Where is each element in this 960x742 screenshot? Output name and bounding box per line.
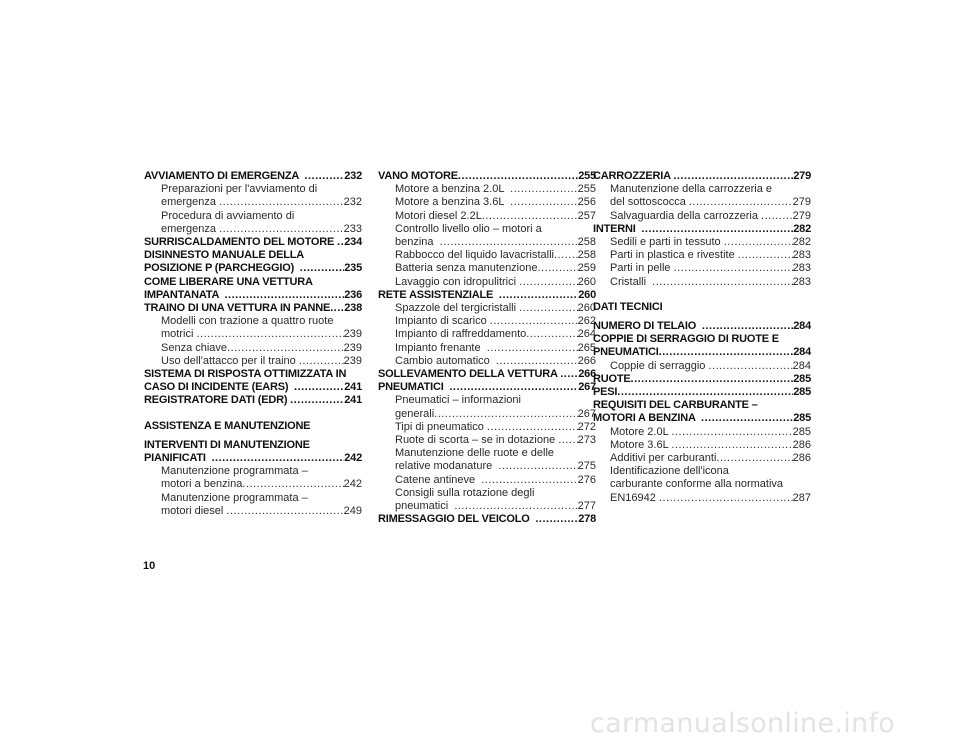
entry-title-line: relative modanature [395, 460, 499, 473]
entry-title-line: carburante conforme alla normativa [610, 478, 784, 491]
entry-title-line: motori diesel [161, 504, 227, 517]
dot-leader [458, 170, 578, 183]
page-ref: 242 [344, 452, 362, 465]
toc-subentry[interactable] [378, 249, 596, 262]
toc-heading-entry[interactable] [144, 236, 362, 249]
page-ref: 279 [792, 209, 811, 222]
toc-heading-entry[interactable] [144, 276, 362, 302]
entry-title-line: PNEUMATICI [593, 346, 659, 359]
dot-leader [554, 249, 578, 262]
dot-leader [659, 346, 794, 359]
dot-leader [440, 236, 578, 249]
page-number: 10 [143, 560, 156, 572]
entry-title-line: del sottoscocca [610, 196, 689, 209]
entry-title-line: Modelli con trazione a quattro ruote [161, 315, 334, 328]
toc-heading-entry[interactable] [144, 302, 362, 315]
dot-leader [701, 412, 793, 425]
toc-subentry[interactable] [378, 210, 596, 223]
entry-title-line: PNEUMATICI [378, 381, 450, 394]
entry-title-line: Uso dell'attacco per il traino [161, 354, 299, 367]
entry-title-line: motori a benzina [161, 478, 243, 491]
toc-subentry[interactable] [593, 249, 811, 262]
dot-leader [499, 289, 578, 302]
toc-heading-entry[interactable] [593, 223, 811, 236]
page-ref: 241 [344, 381, 362, 394]
entry-title-line: Identificazione dell'icona [610, 465, 729, 478]
page-ref: 266 [577, 354, 596, 367]
entry-title-line: SURRISCALDAMENTO DEL MOTORE [144, 236, 338, 249]
page-ref: 255 [578, 170, 596, 182]
page-ref: 265 [577, 341, 596, 354]
toc-subentry[interactable] [378, 447, 596, 473]
page-ref: 286 [792, 438, 811, 451]
entry-title-line: Procedura di avviamento di [161, 209, 295, 222]
entry-title-line: CARROZZERIA [593, 170, 674, 182]
dot-leader [535, 513, 578, 526]
toc-subentry[interactable] [593, 276, 811, 289]
page-ref: 282 [793, 222, 811, 235]
toc-subentry[interactable] [144, 355, 362, 368]
page-ref: 284 [793, 320, 811, 333]
entry-title-line: benzina [395, 236, 440, 249]
toc-subentry[interactable] [593, 210, 811, 223]
entry-title-line: Cambio automatico [395, 354, 496, 367]
dot-leader [671, 426, 792, 439]
dot-leader [724, 236, 793, 249]
dot-leader [434, 408, 578, 421]
toc-subentry[interactable] [144, 315, 362, 341]
section-heading: DATI TECNICI [593, 300, 663, 313]
entry-title-line: Motore a benzina 3.6L [395, 196, 511, 209]
page-ref: 285 [793, 412, 811, 425]
dot-leader [481, 474, 577, 487]
page-ref: 260 [577, 302, 596, 315]
entry-title-line: AVVIAMENTO DI EMERGENZA [144, 170, 305, 182]
page-ref: 264 [577, 328, 596, 341]
dot-leader [510, 196, 577, 209]
toc-subentry[interactable] [378, 302, 596, 315]
entry-title-line: Sedili e parti in tessuto [610, 236, 724, 249]
dot-leader [294, 381, 344, 394]
page-ref: 267 [577, 407, 596, 420]
dot-leader [631, 373, 794, 386]
dot-leader [225, 289, 345, 302]
entry-title-line: COPPIE DI SERRAGGIO DI RUOTE E [593, 333, 779, 346]
entry-title-line: Preparazioni per l'avviamento di [161, 183, 318, 196]
entry-title-line: REQUISITI DEL CARBURANTE – [593, 399, 758, 412]
dot-leader [659, 492, 793, 505]
dot-leader [708, 360, 792, 373]
entry-title-line: TRAINO DI UNA VETTURA IN PANNE [144, 302, 331, 315]
dot-leader [674, 262, 793, 275]
page-ref: 232 [344, 170, 362, 182]
watermark: carmanualsonline.info [590, 708, 896, 739]
toc-heading-entry[interactable] [144, 439, 362, 465]
page-ref: 255 [577, 183, 596, 196]
page-ref: 287 [792, 491, 811, 504]
page-ref: 272 [577, 420, 596, 433]
page-ref: 232 [343, 196, 362, 209]
entry-title-line: Salvaguardia della carrozzeria [610, 209, 762, 222]
dot-leader [299, 355, 344, 368]
toc-column-3 [593, 170, 811, 505]
entry-title-line: Motore 2.0L [610, 425, 672, 438]
entry-title-line: Motore 3.6L [610, 438, 672, 451]
toc-subentry[interactable] [593, 426, 811, 439]
toc-column-1 [144, 170, 362, 518]
dot-leader [519, 276, 578, 289]
entry-title-line: INTERVENTI DI MANUTENZIONE [144, 438, 310, 451]
entry-title-line: EN16942 [610, 491, 659, 504]
toc-subentry[interactable] [378, 342, 596, 355]
entry-title-line: Manutenzione programmata – [161, 465, 308, 478]
toc-subentry[interactable] [144, 465, 362, 491]
entry-title-line: Manutenzione programmata – [161, 491, 308, 504]
page-ref: 258 [577, 249, 596, 262]
toc-subentry[interactable] [144, 210, 362, 236]
entry-title-line: Manutenzione delle ruote e delle [395, 447, 555, 460]
entry-title-line: Parti in pelle [610, 262, 674, 275]
dot-leader [498, 460, 577, 473]
toc-heading-entry[interactable] [378, 381, 596, 394]
entry-title-line: COME LIBERARE UNA VETTURA [144, 275, 313, 288]
entry-title-line: SOLLEVAMENTO DELLA VETTURA [378, 368, 561, 381]
dot-leader [560, 368, 578, 381]
toc-heading-entry[interactable] [593, 373, 811, 386]
page-ref: 260 [577, 275, 596, 288]
dot-leader [330, 302, 344, 315]
entry-title-line: Additivi per carburanti [610, 452, 717, 465]
dot-leader [226, 505, 343, 518]
dot-leader [510, 183, 577, 196]
entry-title-line: Controllo livello olio – motori a [395, 222, 542, 235]
toc-heading-entry[interactable] [378, 170, 596, 183]
toc-heading-entry[interactable] [378, 513, 596, 526]
page-ref: 279 [793, 170, 811, 182]
entry-title-line: RIMESSAGGIO DEL VEICOLO [378, 513, 536, 526]
page-ref: 256 [577, 196, 596, 209]
entry-title-line: Senza chiave [161, 341, 228, 354]
section-heading: ASSISTENZA E MANUTENZIONE [144, 419, 311, 432]
page-ref: 284 [792, 359, 811, 372]
entry-title-line: Motore a benzina 2.0L [395, 183, 511, 196]
page-ref: 259 [577, 262, 596, 275]
entry-title-line: Parti in plastica e rivestite [610, 249, 738, 262]
dot-leader [454, 500, 577, 513]
page-ref: 273 [577, 434, 596, 447]
entry-title-line: MOTORI A BENZINA [593, 412, 702, 425]
page-ref: 285 [793, 386, 811, 399]
toc-subentry[interactable] [144, 342, 362, 355]
entry-title-line: Manutenzione della carrozzeria e [610, 183, 773, 196]
entry-title-line: RUOTE [593, 372, 631, 385]
entry-title-line: VANO MOTORE [378, 170, 458, 182]
entry-title-line: Rabbocco del liquido lavacristalli [395, 249, 554, 262]
toc-heading-entry[interactable] [593, 386, 811, 399]
page-ref: 285 [793, 372, 811, 385]
page-ref: 285 [792, 425, 811, 438]
toc-subentry[interactable] [378, 474, 596, 487]
page-ref: 282 [792, 236, 811, 249]
dot-leader [641, 223, 793, 236]
toc-heading-entry[interactable] [593, 399, 811, 425]
toc-column-2 [378, 170, 596, 526]
entry-title-line: Spazzole del tergicristalli [395, 302, 520, 315]
toc-heading-entry[interactable] [144, 394, 362, 407]
page-ref: 242 [343, 478, 362, 491]
entry-title-line: Motori diesel 2.2L [395, 209, 482, 222]
entry-title-line: Consigli sulla rotazione degli [395, 486, 535, 499]
page-ref: 277 [577, 500, 596, 513]
dot-leader [211, 452, 344, 465]
dot-leader [304, 170, 344, 183]
dot-leader [671, 439, 792, 452]
entry-title-line: Tipi di pneumatico [395, 420, 487, 433]
toc-heading-entry[interactable] [593, 320, 811, 333]
entry-title-line: CASO DI INCIDENTE (EARS) [144, 381, 295, 394]
toc-subentry[interactable] [593, 262, 811, 275]
dot-leader [738, 249, 793, 262]
entry-title-line: Catene antineve [395, 473, 482, 486]
toc-subentry[interactable] [593, 439, 811, 452]
entry-title-line: emergenza [161, 222, 220, 235]
toc-subentry[interactable] [378, 328, 596, 341]
page-ref: 258 [577, 236, 596, 249]
dot-leader [652, 276, 792, 289]
dot-leader [219, 196, 344, 209]
toc-subentry[interactable] [378, 434, 596, 447]
toc-subentry[interactable] [593, 360, 811, 373]
entry-title-line: emergenza [161, 196, 220, 209]
page-ref: 239 [343, 354, 362, 367]
toc-heading-entry[interactable] [593, 333, 811, 359]
entry-title-line: PIANIFICATI [144, 452, 212, 465]
toc-subentry[interactable] [593, 183, 811, 209]
page-ref: 249 [343, 504, 362, 517]
entry-title-line: pneumatici [395, 500, 455, 513]
toc-subentry[interactable] [378, 196, 596, 209]
page-ref: 275 [577, 460, 596, 473]
toc-heading-entry[interactable] [144, 249, 362, 275]
page-ref: 262 [577, 315, 596, 328]
dot-leader [716, 452, 792, 465]
entry-title-line: Cristalli [610, 275, 653, 288]
dot-leader [449, 381, 578, 394]
dot-leader [227, 342, 344, 355]
entry-title-line: INTERNI [593, 222, 642, 235]
toc-heading-entry[interactable] [378, 368, 596, 381]
dot-leader [490, 315, 578, 328]
toc-heading-entry[interactable] [593, 170, 811, 183]
entry-title-line: PESI [593, 386, 618, 399]
dot-leader [526, 328, 577, 341]
entry-title-line: Pneumatici – informazioni [395, 394, 521, 407]
dot-leader [689, 196, 793, 209]
page-ref: 239 [343, 341, 362, 354]
entry-title-line: Impianto frenante [395, 341, 487, 354]
page-ref: 278 [578, 513, 596, 526]
dot-leader [482, 210, 578, 223]
page-ref: 239 [343, 328, 362, 341]
entry-title-line: NUMERO DI TELAIO [593, 320, 702, 333]
page-ref: 234 [344, 236, 362, 249]
page-ref: 283 [792, 275, 811, 288]
page-ref: 286 [792, 452, 811, 465]
page-ref: 283 [792, 249, 811, 262]
entry-title-line: generali [395, 407, 435, 420]
dot-leader [496, 355, 578, 368]
entry-title-line: Impianto di scarico [395, 315, 490, 328]
page-ref: 283 [792, 262, 811, 275]
toc-subentry[interactable] [144, 183, 362, 209]
dot-leader [242, 478, 343, 491]
toc-heading-entry[interactable] [144, 368, 362, 394]
page-ref: 267 [578, 381, 596, 394]
page-ref: 279 [792, 196, 811, 209]
toc-subentry[interactable] [593, 452, 811, 465]
dot-leader [761, 210, 793, 223]
toc-subentry[interactable] [593, 236, 811, 249]
dot-leader [196, 328, 343, 341]
dot-leader [487, 342, 578, 355]
entry-title-line: REGISTRATORE DATI (EDR) [144, 394, 291, 407]
entry-title-line: Coppie di serraggio [610, 359, 709, 372]
dot-leader [300, 262, 344, 275]
dot-leader [290, 394, 344, 407]
dot-leader [617, 386, 793, 399]
page-ref: 238 [344, 302, 362, 315]
page-ref: 235 [344, 262, 362, 275]
dot-leader [337, 236, 344, 249]
page-ref: 284 [793, 346, 811, 359]
entry-title-line: POSIZIONE P (PARCHEGGIO) [144, 262, 300, 275]
entry-title-line: Lavaggio con idropulitrici [395, 275, 520, 288]
toc-subentry[interactable] [378, 183, 596, 196]
dot-leader [702, 320, 793, 333]
entry-title-line: Ruote di scorta – se in dotazione [395, 434, 559, 447]
entry-title-line: Batteria senza manutenzione [395, 262, 538, 275]
toc-subentry[interactable] [378, 394, 596, 420]
toc-subentry[interactable] [378, 276, 596, 289]
dot-leader [673, 170, 793, 183]
page-ref: 260 [578, 288, 596, 301]
entry-title-line: DISINNESTO MANUALE DELLA [144, 249, 305, 262]
dot-leader [537, 262, 577, 275]
page-ref: 241 [344, 394, 362, 407]
page-ref: 276 [577, 473, 596, 486]
page-ref: 266 [578, 368, 596, 381]
toc-subentry[interactable] [378, 355, 596, 368]
dot-leader [487, 421, 578, 434]
dot-leader [519, 302, 578, 315]
toc-subentry[interactable] [144, 492, 362, 518]
toc-subentry[interactable] [378, 487, 596, 513]
page-ref: 233 [343, 222, 362, 235]
toc-subentry[interactable] [593, 465, 811, 505]
entry-title-line: Impianto di raffreddamento [395, 328, 527, 341]
dot-leader [219, 223, 344, 236]
dot-leader [558, 434, 577, 447]
page-ref: 257 [577, 209, 596, 222]
toc-heading-entry[interactable] [144, 170, 362, 183]
toc-subentry[interactable] [378, 315, 596, 328]
toc-subentry[interactable] [378, 262, 596, 275]
entry-title-line: RETE ASSISTENZIALE [378, 288, 499, 301]
page-ref: 236 [344, 288, 362, 301]
toc-heading-entry[interactable] [378, 289, 596, 302]
toc-subentry[interactable] [378, 223, 596, 249]
entry-title-line: SISTEMA DI RISPOSTA OTTIMIZZATA IN [144, 368, 347, 381]
toc-subentry[interactable] [378, 421, 596, 434]
entry-title-line: IMPANTANATA [144, 288, 225, 301]
entry-title-line: motrici [161, 328, 197, 341]
